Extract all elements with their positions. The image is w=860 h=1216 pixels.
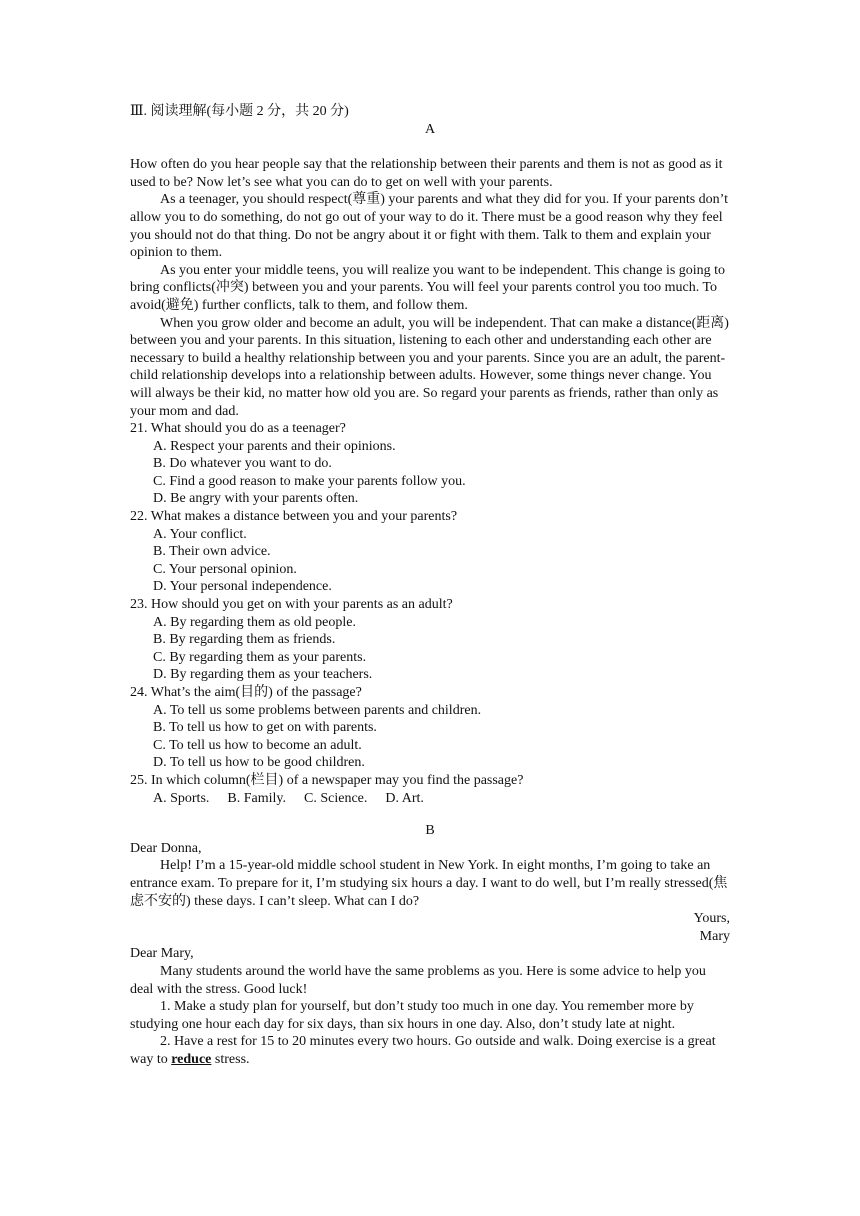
option-21d: D. Be angry with your parents often. (153, 491, 359, 507)
letter1-salutation: Dear Donna, (130, 840, 202, 856)
letter2-tip-2 (130, 1033, 730, 1068)
passage-a-paragraph: As a teenager, you should respect(尊重) your parents and what they did for you. If your parents don’t allow you to do something, do not go out of your way to do it. There must be a good reason why they feel you should not do that thing. Do not be angry about it or fight with them. Talk to them and explain your opinion to them. (130, 192, 728, 261)
question-21: 21. What should you do as a teenager? (130, 421, 346, 437)
option-22c: C. Your personal opinion. (153, 561, 297, 577)
passage-a-paragraph: How often do you hear people say that the relationship between their parents and them is not as good as it used to be? Now let’s see what you can do to get on well with your parents. (130, 157, 723, 190)
question-23: 23. How should you get on with your parents as an adult? (130, 597, 453, 613)
letter1-closing: Yours, (693, 911, 730, 927)
option-22d: D. Your personal independence. (153, 579, 332, 595)
letter1-signature: Mary (699, 928, 730, 944)
tip-2-ending: stress. (211, 1051, 250, 1067)
question-25: 25. In which column(栏目) of a newspaper may you find the passage? (130, 772, 524, 788)
option-23a: A. By regarding them as old people. (153, 614, 356, 630)
option-25c: C. Science. (304, 790, 368, 806)
question-24: 24. What’s the aim(目的) of the passage? (130, 685, 362, 700)
passage-a-paragraph: When you grow older and become an adult, you will be independent. That can make a distance(距离) between you and your parents. In this situation, listening to each other and understanding each other are necessary to build a healthy relationship between you and your parents. Since you are an adult, the parent-child relationship develops into a relationship between adults. However, some things never change. You will always be their kid, no matter how old you are. So regard your parents as friends, rather than only as your mom and dad. (130, 315, 729, 419)
option-23d: D. By regarding them as your teachers. (153, 667, 373, 683)
options-25-row (130, 790, 730, 808)
option-25d: D. Art. (385, 790, 424, 806)
option-24a: A. To tell us some problems between parents and children. (153, 702, 482, 718)
tip-2-text: 2. Have a rest for 15 to 20 minutes every two hours. Go outside and walk. Doing exercise is a great way to (130, 1034, 716, 1067)
section-heading: Ⅲ. 阅读理解(每小题 2 分，共 20 分) (130, 104, 349, 119)
passage-b-label: B (425, 823, 435, 839)
letter2-intro: Many students around the world have the same problems as you. Here is some advice to help you deal with the stress. Good luck! (130, 963, 706, 997)
keyword-reduce: reduce (171, 1051, 212, 1067)
question-22: 22. What makes a distance between you and your parents? (130, 509, 458, 525)
option-24c: C. To tell us how to become an adult. (153, 737, 362, 753)
option-23c: C. By regarding them as your parents. (153, 649, 367, 665)
letter1-body: Help! I’m a 15-year-old middle school student in New York. In eight months, I’m going to take an entrance exam. To prepare for it, I’m studying six hours a day. I want to do well, but I’m really stressed(焦虑不安的) these days. I can’t sleep. What can I do? (130, 858, 728, 909)
passage-a-paragraph: As you enter your middle teens, you will realize you want to be independent. This change is going to bring conflicts(冲突) between you and your parents. You will feel your parents control you too much. To avoid(避免) further conflicts, talk to them, and follow them. (130, 262, 726, 313)
option-21c: C. Find a good reason to make your parents follow you. (153, 473, 466, 489)
option-24d: D. To tell us how to be good children. (153, 755, 365, 771)
letter2-salutation: Dear Mary, (130, 946, 194, 962)
option-22b: B. Their own advice. (153, 544, 271, 560)
option-24b: B. To tell us how to get on with parents. (153, 720, 377, 736)
passage-a-label: A (424, 121, 436, 137)
exam-page (130, 103, 730, 1068)
option-22a: A. Your conflict. (153, 526, 247, 542)
option-23b: B. By regarding them as friends. (153, 632, 336, 648)
letter2-tip-1: 1. Make a study plan for yourself, but don’t study too much in one day. You remember more by studying one hour each day for six days, than six hours in one day. Also, don’t study late at night. (130, 999, 694, 1032)
option-25b: B. Family. (227, 790, 287, 806)
option-21a: A. Respect your parents and their opinions. (153, 438, 396, 454)
option-25a: A. Sports. (153, 790, 210, 806)
option-21b: B. Do whatever you want to do. (153, 456, 332, 472)
